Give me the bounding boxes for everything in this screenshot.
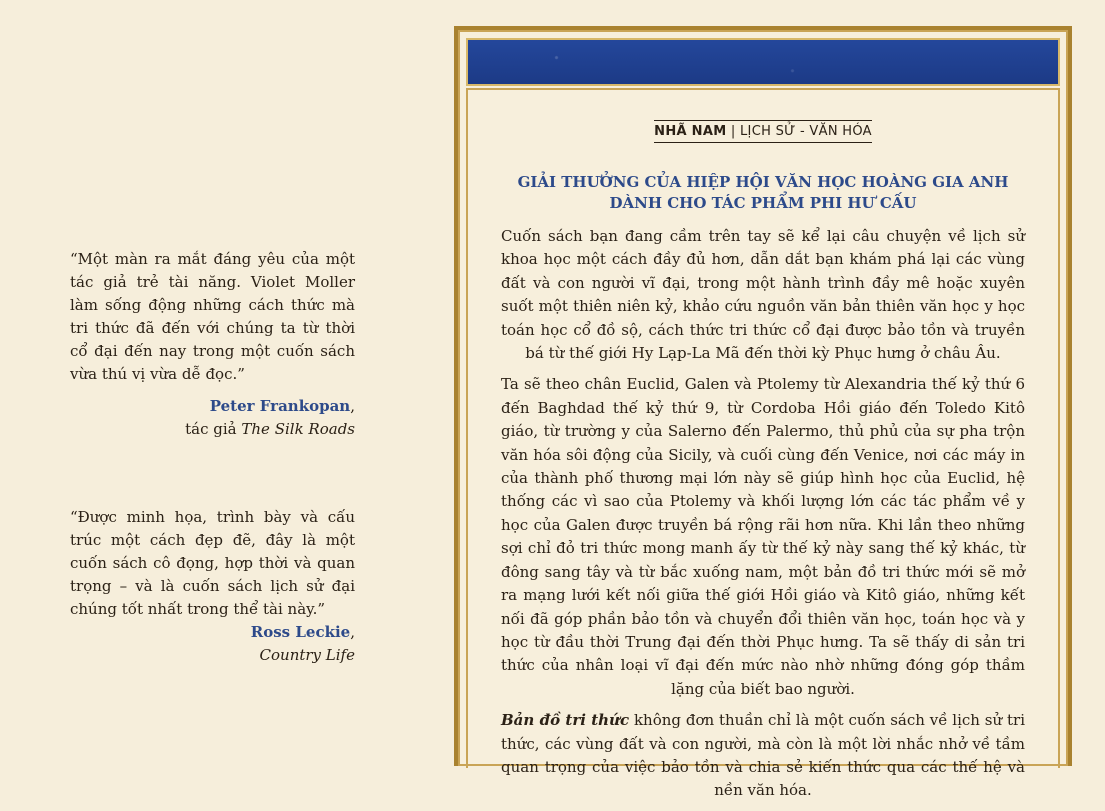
publisher-category: LỊCH SỬ - VĂN HÓA — [740, 124, 872, 139]
award-line-1: GIẢI THƯỞNG CỦA HIỆP HỘI VĂN HỌC HOÀNG GIA ANH — [517, 173, 1009, 191]
quote-author: Peter Frankopan — [209, 397, 351, 415]
publisher-separator: | — [726, 124, 741, 139]
blurb-paragraph-3-text: không đơn thuần chỉ là một cuốn sách về lịch sử tri thức, các vùng đất và con người, mà còn là một lời nhắc nhở về tầm quan trọng của việc bảo tồn và chia sẻ kiến thức qua các thế hệ và nền văn hóa. — [501, 711, 1025, 800]
top-banner — [466, 38, 1060, 86]
quote-source: The Silk Roads — [241, 420, 355, 438]
blurb-paragraph-2: Ta sẽ theo chân Euclid, Galen và Ptolemy từ Alexandria thế kỷ thứ 6 đến Baghdad thế kỷ thứ 9, từ Cordoba Hồi giáo đến Toledo Kitô giáo, từ trường y của Salerno đến Palermo, thủ phủ của sự pha trộn văn hóa sôi động của Sicily, và cuối cùng đến Venice, nơi các máy in của thành phố thương mại lớn này sẽ giúp hình học của Euclid, hệ thống các vì sao của Ptolemy và khối lượng lớn các tác phẩm về y học của Galen được truyền bá rộng rãi hơn nữa. Khi lần theo những sợi chỉ đỏ tri thức mong manh ấy từ thế kỷ này sang thế kỷ khác, từ đông sang tây và từ bắc xuống nam, một bản đồ tri thức mới sẽ mở ra mạng lưới kết nối giữa thế giới Hồi giáo và Kitô giáo, những kết nối đã góp phần bảo tồn và chuyển đổi thiên văn học, toán học và y học từ đầu thời Trung đại đến thời Phục hưng. Ta sẽ thấy di sản tri thức của nhân loại vĩ đại đến mức nào nhờ những đóng góp thầm lặng của biết bao người. — [501, 375, 1025, 698]
blurb-paragraph-1: Cuốn sách bạn đang cầm trên tay sẽ kể lại câu chuyện về lịch sử khoa học một cách đầy đủ hơn, dẫn dắt bạn khám phá lại các vùng đất và con người vĩ đại, trong một hành trình đầy mê hoặc xuyên suốt một thiên niên kỷ, khảo cứu nguồn văn bản thiên văn học y học toán học cổ đồ sộ, cách thức tri thức cổ đại được bảo tồn và truyền bá từ thế giới Hy Lạp-La Mã đến thời kỳ Phục hưng ở châu Âu. — [501, 227, 1025, 363]
quote-leckie — [70, 506, 355, 667]
panel-frame — [458, 30, 1068, 800]
blurb — [501, 225, 1025, 811]
quote-attribution: Peter Frankopan, tác giả The Silk Roads — [185, 397, 355, 438]
quote-frankopan — [70, 248, 355, 441]
publisher-name: NHÃ NAM — [654, 124, 727, 139]
book-back-panel — [454, 26, 1072, 800]
award-line-2: DÀNH CHO TÁC PHẨM PHI HƯ CẤU — [609, 194, 917, 212]
quote-author: Ross Leckie — [250, 623, 351, 641]
publisher-line — [460, 120, 1066, 143]
blurb-paragraph-3 — [501, 709, 1025, 803]
quote-source: Country Life — [259, 646, 355, 664]
award-heading — [490, 172, 1036, 214]
quote-text: “Được minh họa, trình bày và cấu trúc một cách đẹp đẽ, đây là một cuốn sách cô đọng, hợp thời và quan trọng – và là cuốn sách lịch sử đại chúng tốt nhất trong thể tài này.” — [70, 508, 355, 618]
quote-text: “Một màn ra mắt đáng yêu của một tác giả trẻ tài năng. Violet Moller làm sống động những cách thức mà tri thức đã đến với chúng ta từ thời cổ đại đến nay trong một cuốn sách vừa thú vị vừa dễ đọc.” — [70, 250, 355, 383]
book-title: Bản đồ tri thức — [501, 711, 630, 730]
quote-source-prefix: tác giả — [185, 420, 242, 438]
quote-attribution: Ross Leckie, Country Life — [250, 623, 355, 664]
